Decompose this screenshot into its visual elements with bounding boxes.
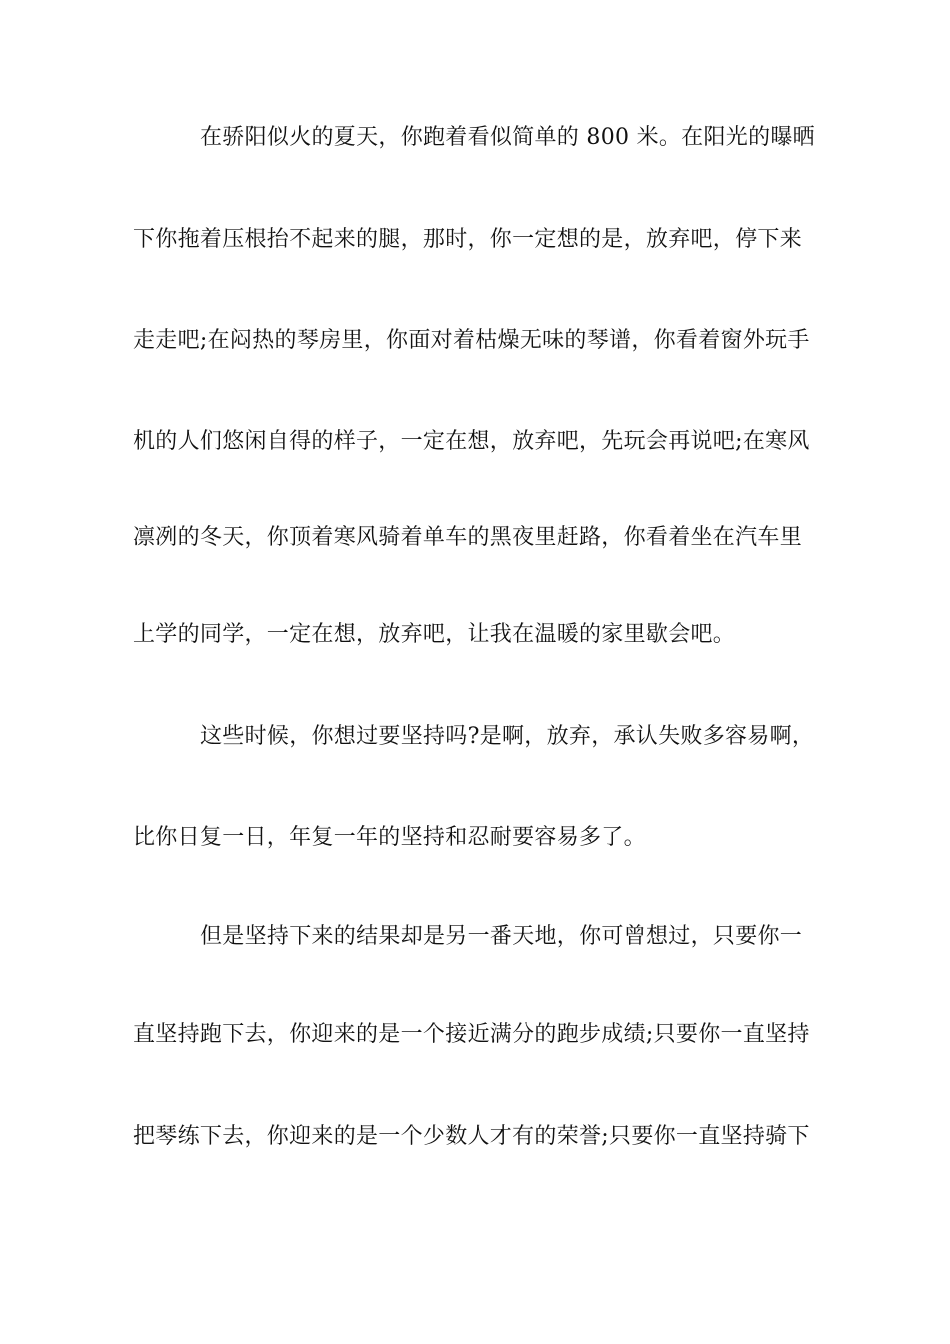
paragraph-2-line-2: 比你日复一日，年复一年的坚持和忍耐要容易多了。 [133,825,646,850]
paragraph-1-line-6: 上学的同学，一定在想，放弃吧，让我在温暖的家里歇会吧。 [133,622,736,647]
paragraph-1-line-1: 在骄阳似火的夏天，你跑着看似简单的 800 米。在阳光的曝晒 [200,125,815,150]
paragraph-1-line-3: 走走吧;在闷热的琴房里，你面对着枯燥无味的琴谱，你看着窗外玩手 [133,328,810,353]
paragraph-1-line-2: 下你拖着压根抬不起来的腿，那时，你一定想的是，放弃吧，停下来 [133,227,803,252]
paragraph-3-line-1: 但是坚持下来的结果却是另一番天地，你可曾想过，只要你一 [200,924,803,949]
paragraph-1-line-4: 机的人们悠闲自得的样子，一定在想，放弃吧，先玩会再说吧;在寒风 [133,429,810,454]
paragraph-1-line-5: 凛冽的冬天，你顶着寒风骑着单车的黑夜里赶路，你看着坐在汽车里 [133,525,803,550]
paragraph-3-line-2: 直坚持跑下去，你迎来的是一个接近满分的跑步成绩;只要你一直坚持 [133,1022,810,1047]
paragraph-3-line-3: 把琴练下去，你迎来的是一个少数人才有的荣誉;只要你一直坚持骑下 [133,1124,810,1149]
paragraph-2-line-1: 这些时候，你想过要坚持吗?是啊，放弃，承认失败多容易啊， [200,724,815,749]
